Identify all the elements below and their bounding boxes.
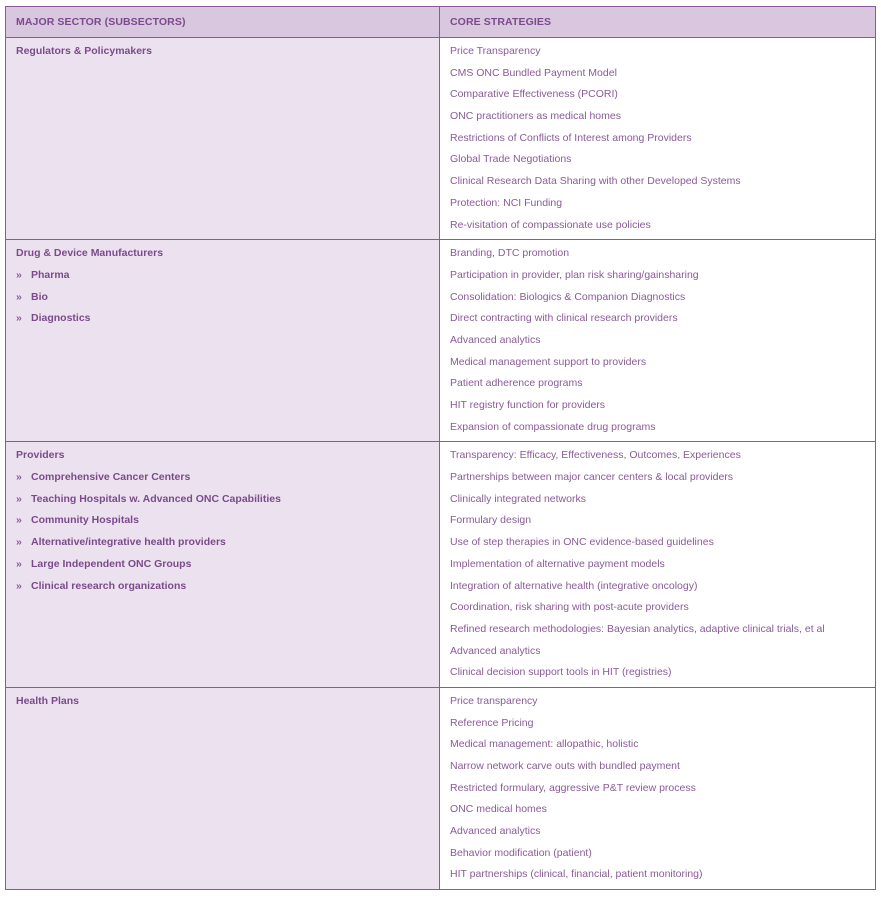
subsector-label: Community Hospitals [31, 514, 139, 527]
sector-title: Providers [16, 449, 65, 462]
sector-strategy-table-container [5, 6, 875, 890]
column-header-sector-label: MAJOR SECTOR (SUBSECTORS) [16, 16, 186, 28]
strategy-item: Clinical Research Data Sharing with other Developed Systems [450, 175, 741, 188]
strategy-item: Use of step therapies in ONC evidence-based guidelines [450, 536, 714, 549]
subsector-item [16, 513, 429, 535]
strategy-item: Price transparency [450, 694, 538, 707]
bullet-icon: » [16, 471, 22, 484]
strategy-item: Patient adherence programs [450, 377, 583, 390]
subsector-item [16, 535, 429, 557]
sector-cell [6, 442, 440, 688]
table-header-row [6, 7, 876, 38]
strategy-item: Advanced analytics [450, 825, 541, 838]
strategy-item: Advanced analytics [450, 333, 541, 346]
strategy-item: Restricted formulary, aggressive P&T review process [450, 781, 696, 794]
subsector-item [16, 311, 429, 333]
bullet-icon: » [16, 492, 22, 505]
column-header-sector [6, 7, 440, 38]
sector-cell [6, 240, 440, 442]
subsector-label: Diagnostics [31, 312, 91, 325]
strategy-item: Consolidation: Biologics & Companion Diagnostics [450, 290, 686, 303]
subsector-item [16, 557, 429, 579]
strategy-item: Protection: NCI Funding [450, 196, 563, 209]
bullet-icon: » [16, 536, 22, 549]
column-header-strategies [440, 7, 876, 38]
subsector-label: Clinical research organizations [31, 579, 187, 592]
strategy-item: Reference Pricing [450, 716, 534, 729]
subsector-label: Bio [31, 290, 48, 303]
strategies-cell [440, 38, 876, 240]
subsector-item [16, 579, 429, 601]
strategies-cell [440, 687, 876, 889]
bullet-icon: » [16, 290, 22, 303]
strategy-item: Participation in provider, plan risk sharing/gainsharing [450, 268, 699, 281]
strategy-item: Refined research methodologies: Bayesian analytics, adaptive clinical trials, et al [450, 622, 825, 635]
sector-cell [6, 687, 440, 889]
table-row [6, 38, 876, 240]
sector-cell [6, 38, 440, 240]
subsector-item [16, 470, 429, 492]
table-row [6, 240, 876, 442]
strategy-item: Integration of alternative health (integrative oncology) [450, 579, 698, 592]
bullet-icon: » [16, 557, 22, 570]
subsector-label: Pharma [31, 268, 70, 281]
strategy-item: HIT partnerships (clinical, financial, patient monitoring) [450, 868, 703, 881]
strategy-item: Medical management: allopathic, holistic [450, 738, 639, 751]
table-body [6, 38, 876, 890]
subsector-item [16, 290, 429, 312]
subsector-label: Teaching Hospitals w. Advanced ONC Capabilities [31, 492, 281, 505]
strategy-item: HIT registry function for providers [450, 399, 606, 411]
subsector-item [16, 492, 429, 514]
strategy-item: Comparative Effectiveness (PCORI) [450, 88, 618, 101]
column-header-strategies-label: CORE STRATEGIES [450, 16, 552, 28]
strategy-item: CMS ONC Bundled Payment Model [450, 66, 617, 79]
strategy-item: Clinical decision support tools in HIT (registries) [450, 666, 672, 679]
strategy-item: Restrictions of Conflicts of Interest among Providers [450, 131, 692, 144]
subsector-item [16, 268, 429, 290]
strategy-item: Partnerships between major cancer centers & local providers [450, 471, 734, 484]
strategy-item: Branding, DTC promotion [450, 247, 570, 260]
strategy-item: Coordination, risk sharing with post-acute providers [450, 601, 689, 614]
bullet-icon: » [16, 268, 22, 281]
table-row [6, 687, 876, 889]
subsector-label: Alternative/integrative health providers [31, 536, 226, 549]
strategy-item: Direct contracting with clinical research providers [450, 312, 678, 325]
bullet-icon: » [16, 579, 22, 592]
strategy-item: Implementation of alternative payment models [450, 557, 665, 570]
strategies-cell [440, 240, 876, 442]
strategy-item: Global Trade Negotiations [450, 153, 572, 166]
sector-title: Drug & Device Manufacturers [16, 247, 164, 260]
sector-title: Regulators & Policymakers [16, 45, 152, 57]
strategy-item: Price Transparency [450, 45, 541, 57]
strategy-item: Formulary design [450, 514, 532, 527]
strategy-item: Narrow network carve outs with bundled payment [450, 760, 680, 772]
strategy-item: Medical management support to providers [450, 355, 647, 368]
strategy-item: ONC practitioners as medical homes [450, 110, 621, 123]
strategy-item: Clinically integrated networks [450, 492, 586, 505]
table-row [6, 442, 876, 688]
subsector-label: Comprehensive Cancer Centers [31, 471, 191, 484]
strategy-item: ONC medical homes [450, 803, 547, 816]
bullet-icon: » [16, 312, 22, 325]
sector-title: Health Plans [16, 694, 80, 707]
strategy-item: Expansion of compassionate drug programs [450, 420, 656, 433]
strategies-cell [440, 442, 876, 688]
subsector-label: Large Independent ONC Groups [31, 557, 192, 570]
sector-strategy-table [5, 6, 876, 890]
strategy-item: Re-visitation of compassionate use policies [450, 218, 651, 231]
strategy-item: Behavior modification (patient) [450, 846, 592, 859]
strategy-item: Transparency: Efficacy, Effectiveness, Outcomes, Experiences [450, 449, 741, 462]
bullet-icon: » [16, 514, 22, 527]
strategy-item: Advanced analytics [450, 644, 541, 657]
